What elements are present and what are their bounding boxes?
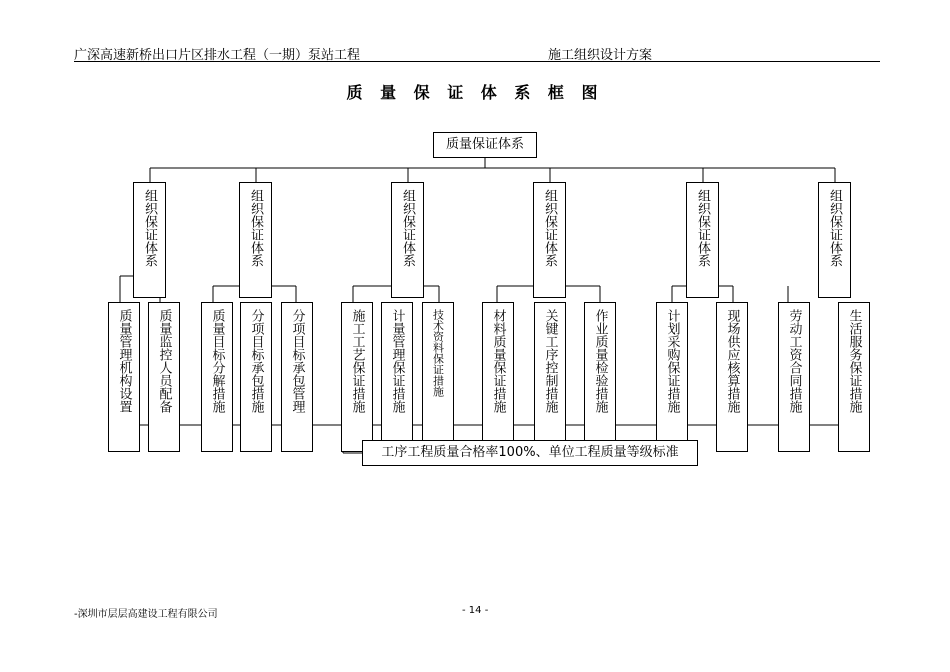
measure-node	[838, 302, 870, 452]
measure-node	[422, 302, 454, 452]
measure-label: 材料质量保证措施	[490, 309, 506, 413]
measure-label: 技术资料保证措施	[431, 309, 445, 397]
header-project: 广深高速新桥出口片区排水工程（一期）泵站工程	[74, 48, 361, 63]
measure-label: 关键工序控制措施	[542, 309, 558, 413]
measure-node	[778, 302, 810, 452]
group-node-label: 组织保证体系	[827, 189, 842, 267]
measure-node	[716, 302, 748, 452]
footer-page-number: - 14 -	[462, 605, 489, 616]
group-node-4	[533, 182, 566, 298]
measure-node	[341, 302, 373, 452]
measure-node	[148, 302, 180, 452]
group-node-label: 组织保证体系	[695, 189, 710, 267]
measure-node	[201, 302, 233, 452]
group-node-label: 组织保证体系	[248, 189, 263, 267]
group-node-label: 组织保证体系	[400, 189, 415, 267]
measure-label: 作业质量检验措施	[592, 309, 608, 413]
measure-label: 质量管理机构设置	[116, 309, 132, 413]
measure-label: 质量目标分解措施	[209, 309, 225, 413]
measure-label: 劳动工资合同措施	[786, 309, 802, 413]
measure-label: 计量管理保证措施	[389, 309, 405, 413]
measure-label: 生活服务保证措施	[846, 309, 862, 413]
measure-label: 施工工艺保证措施	[349, 309, 365, 413]
measure-node	[534, 302, 566, 452]
measure-node	[381, 302, 413, 452]
group-node-1	[133, 182, 166, 298]
page-title: 质 量 保 证 体 系 框 图	[346, 83, 604, 102]
group-node-2	[239, 182, 272, 298]
footer-company: -深圳市层层高建设工程有限公司	[74, 609, 218, 620]
measure-label: 计划采购保证措施	[664, 309, 680, 413]
measure-node	[656, 302, 688, 452]
group-node-3	[391, 182, 424, 298]
measure-node	[482, 302, 514, 452]
root-node: 质量保证体系	[433, 132, 537, 158]
group-node-label: 组织保证体系	[142, 189, 157, 267]
measure-label: 分项目标承包管理	[289, 309, 305, 413]
measure-label: 分项目标承包措施	[248, 309, 264, 413]
group-node-5	[686, 182, 719, 298]
measure-node	[281, 302, 313, 452]
measure-node	[108, 302, 140, 452]
measure-label: 质量监控人员配备	[156, 309, 172, 413]
measure-node	[584, 302, 616, 452]
header-doc-type: 施工组织设计方案	[548, 48, 653, 63]
group-node-label: 组织保证体系	[542, 189, 557, 267]
measure-label: 现场供应核算措施	[724, 309, 740, 413]
group-node-6	[818, 182, 851, 298]
measure-node	[240, 302, 272, 452]
quality-target-node: 工序工程质量合格率100%、单位工程质量等级标准	[362, 440, 698, 466]
